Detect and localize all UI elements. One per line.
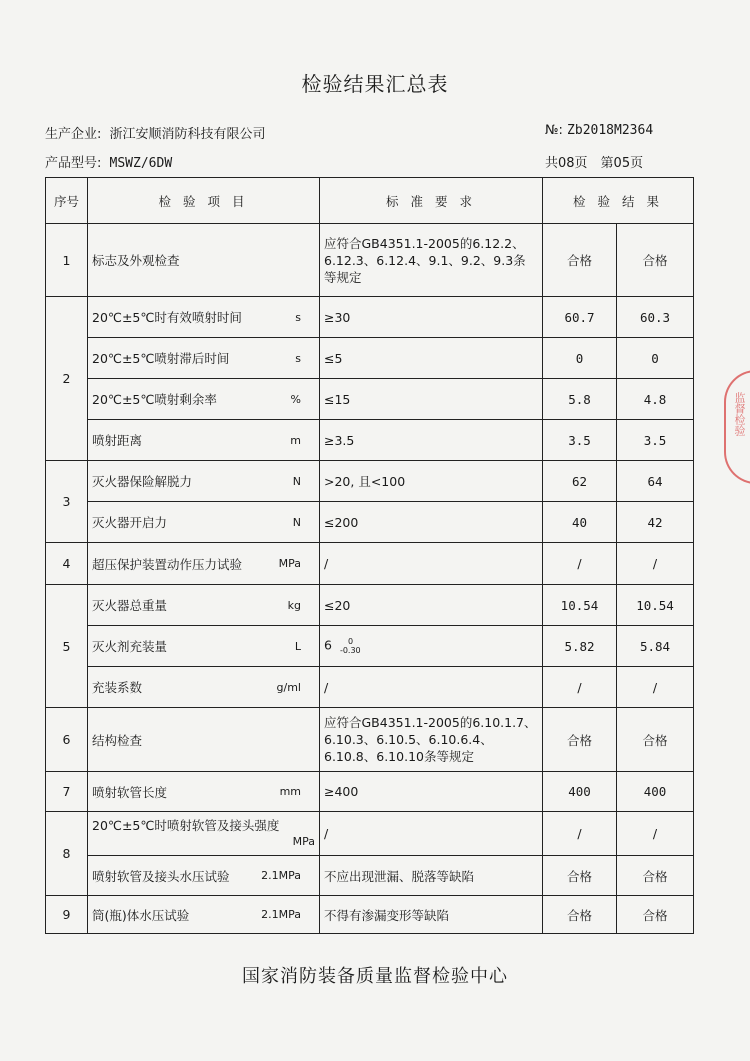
red-seal-stamp — [724, 370, 750, 484]
table-row — [46, 708, 694, 772]
item-unit: m — [290, 433, 301, 447]
table-row — [46, 338, 694, 379]
row-seq: 9 — [46, 896, 88, 934]
result-1: / — [543, 543, 617, 585]
table-row — [46, 585, 694, 626]
row-item — [88, 708, 320, 772]
item-name: 灭火器总重量 — [92, 598, 168, 613]
row-standard — [320, 626, 543, 667]
row-item — [88, 667, 320, 708]
row-item — [88, 297, 320, 338]
item-unit: 2.1MPa — [261, 908, 301, 921]
result-2: 合格 — [617, 708, 694, 772]
report-no-value: Zb2018M2364 — [567, 123, 654, 138]
tolerance-lower: -0.30 — [339, 646, 361, 655]
row-item — [88, 585, 320, 626]
row-standard: ≤200 — [320, 502, 543, 543]
result-1: 10.54 — [543, 585, 617, 626]
item-unit: 2.1MPa — [261, 869, 301, 882]
item-name: 标志及外观检查 — [92, 253, 180, 268]
item-unit: s — [295, 310, 301, 324]
result-2: 合格 — [617, 856, 694, 896]
row-seq: 2 — [46, 297, 88, 461]
row-item — [88, 856, 320, 896]
row-standard: / — [320, 543, 543, 585]
item-unit: % — [290, 392, 301, 406]
header-seq: 序号 — [46, 178, 88, 224]
item-name: 喷射距离 — [92, 433, 143, 448]
row-standard: ≤15 — [320, 379, 543, 420]
row-seq: 7 — [46, 772, 88, 812]
item-unit: MPa — [292, 834, 315, 848]
table-row — [46, 896, 694, 934]
result-1: 合格 — [543, 896, 617, 934]
header-item: 检 验 项 目 — [88, 178, 320, 224]
item-unit: s — [295, 351, 301, 365]
table-row — [46, 461, 694, 502]
item-name: 喷射软管长度 — [92, 784, 168, 800]
result-1: / — [543, 667, 617, 708]
row-item — [88, 224, 320, 297]
result-2: 10.54 — [617, 585, 694, 626]
row-item — [88, 896, 320, 934]
results-table — [45, 177, 694, 934]
result-2: 42 — [617, 502, 694, 543]
result-1: 60.7 — [543, 297, 617, 338]
item-name: 20℃±5℃喷射剩余率 — [92, 392, 217, 407]
table-row — [46, 297, 694, 338]
row-standard: 不应出现泄漏、脱落等缺陷 — [320, 856, 543, 896]
result-2: 4.8 — [617, 379, 694, 420]
row-seq: 4 — [46, 543, 88, 585]
table-row — [46, 667, 694, 708]
result-2: / — [617, 667, 694, 708]
model-label: 产品型号: — [45, 156, 102, 171]
row-item — [88, 379, 320, 420]
table-row — [46, 772, 694, 812]
table-row — [46, 812, 694, 856]
row-standard: 不得有渗漏变形等缺陷 — [320, 896, 543, 934]
table-header-row — [46, 178, 694, 224]
table-row — [46, 502, 694, 543]
row-seq: 5 — [46, 585, 88, 708]
row-standard: ≥3.5 — [320, 420, 543, 461]
header-result: 检 验 结 果 — [543, 178, 694, 224]
item-name: 充装系数 — [92, 680, 143, 695]
item-unit: MPa — [278, 557, 301, 570]
tolerance-upper: 0 — [347, 637, 354, 646]
item-unit: mm — [279, 785, 301, 798]
row-item — [88, 772, 320, 812]
item-name: 筒(瓶)体水压试验 — [92, 907, 190, 923]
row-standard: ≤20 — [320, 585, 543, 626]
result-2: 合格 — [617, 896, 694, 934]
model-line — [45, 152, 172, 171]
result-1: 0 — [543, 338, 617, 379]
item-name: 灭火器保险解脱力 — [92, 474, 193, 489]
row-item — [88, 812, 320, 856]
item-unit: g/ml — [276, 680, 301, 694]
standard-nominal: 6 — [324, 637, 332, 653]
item-name: 灭火剂充装量 — [92, 639, 168, 654]
report-number-line — [545, 123, 653, 138]
table-row — [46, 379, 694, 420]
row-standard: 应符合GB4351.1-2005的6.10.1.7、6.10.3、6.10.5、6.10.6.4、6.10.8、6.10.10条等规定 — [320, 708, 543, 772]
item-name: 结构检查 — [92, 732, 143, 748]
item-name: 灭火器开启力 — [92, 515, 168, 530]
header-standard: 标 准 要 求 — [320, 178, 543, 224]
row-item — [88, 461, 320, 502]
table-row — [46, 224, 694, 297]
result-2: / — [617, 812, 694, 856]
row-item — [88, 502, 320, 543]
result-2: 5.84 — [617, 626, 694, 667]
row-standard: 应符合GB4351.1-2005的6.12.2、6.12.3、6.12.4、9.1、9.2、9.3条等规定 — [320, 224, 543, 297]
result-2: 64 — [617, 461, 694, 502]
tolerance — [340, 637, 361, 655]
result-1: 3.5 — [543, 420, 617, 461]
item-unit: N — [292, 474, 301, 488]
table-row — [46, 626, 694, 667]
item-name: 20℃±5℃时有效喷射时间 — [92, 310, 242, 325]
result-1: 合格 — [543, 708, 617, 772]
result-2: 400 — [617, 772, 694, 812]
item-unit: N — [292, 515, 301, 529]
row-seq: 8 — [46, 812, 88, 896]
row-item — [88, 626, 320, 667]
row-standard: >20, 且<100 — [320, 461, 543, 502]
result-1: 合格 — [543, 856, 617, 896]
result-2: 3.5 — [617, 420, 694, 461]
item-name: 超压保护装置动作压力试验 — [92, 556, 243, 572]
row-seq: 6 — [46, 708, 88, 772]
result-1: 400 — [543, 772, 617, 812]
row-item — [88, 338, 320, 379]
table-row — [46, 543, 694, 585]
result-2: / — [617, 543, 694, 585]
company-label: 生产企业: — [45, 127, 102, 142]
result-1: 5.8 — [543, 379, 617, 420]
company-value: 浙江安顺消防科技有限公司 — [109, 127, 266, 142]
row-standard: ≥400 — [320, 772, 543, 812]
item-name: 20℃±5℃喷射滞后时间 — [92, 351, 230, 366]
row-item — [88, 420, 320, 461]
page-info: 共08页 第05页 — [545, 156, 644, 171]
table-row — [46, 420, 694, 461]
table-row — [46, 856, 694, 896]
company-line — [45, 123, 266, 142]
item-name: 20℃±5℃时喷射软管及接头强度 — [92, 817, 280, 833]
result-2: 0 — [617, 338, 694, 379]
issuing-organization: 国家消防装备质量监督检验中心 — [242, 966, 508, 987]
result-1: 62 — [543, 461, 617, 502]
result-1: 合格 — [543, 224, 617, 297]
item-unit: kg — [287, 598, 301, 612]
stamp-text: 监督检验 — [733, 392, 746, 436]
row-standard: / — [320, 812, 543, 856]
result-1: 40 — [543, 502, 617, 543]
item-unit: L — [294, 639, 301, 653]
result-2: 合格 — [617, 224, 694, 297]
item-name: 喷射软管及接头水压试验 — [92, 868, 230, 884]
row-seq: 1 — [46, 224, 88, 297]
model-value: MSWZ/6DW — [109, 156, 173, 171]
row-standard: ≤5 — [320, 338, 543, 379]
result-2: 60.3 — [617, 297, 694, 338]
row-seq: 3 — [46, 461, 88, 543]
row-item — [88, 543, 320, 585]
result-1: 5.82 — [543, 626, 617, 667]
document-title: 检验结果汇总表 — [301, 72, 449, 96]
row-standard: / — [320, 667, 543, 708]
report-no-label: №: — [545, 123, 563, 138]
result-1: / — [543, 812, 617, 856]
row-standard: ≥30 — [320, 297, 543, 338]
